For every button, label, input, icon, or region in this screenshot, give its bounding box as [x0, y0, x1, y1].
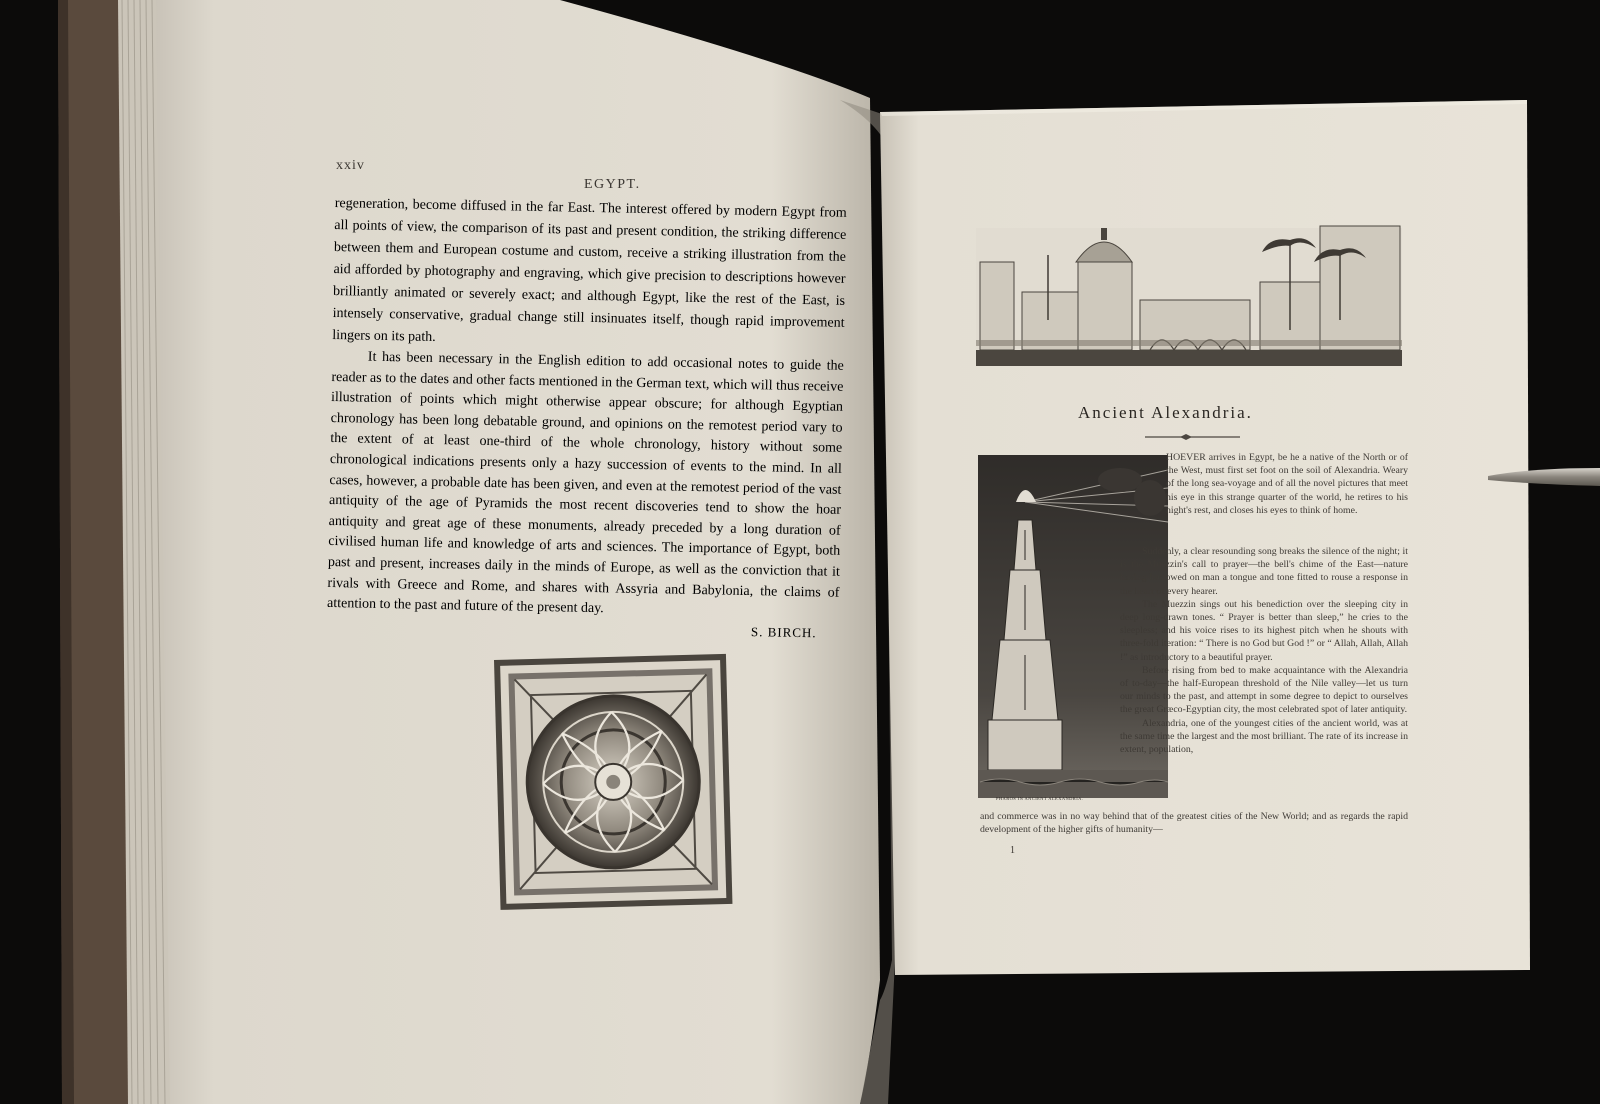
paragraph: regeneration, become diffused in the far East. The interest offered by modern Egypt from all points of view, the comparison of its past and present condition, the striking difference between them and European costume and custom, receive a striking illustration from the aid afforded by photography and engraving, which give precision to descriptions however brilliantly animated or severely exact; and although Egypt, like the rest of the East, is intensely conservative, gradual change still insinuates itself, though rapid improvement lingers on its path.	[332, 195, 847, 345]
paragraph: Before rising from bed to make acquaintance with the Alexandria of to-day—the half-European threshold of the Nile valley—let us turn our minds to the past, and attempt in some degree to depict to ourselves the great Græco-Egyptian city, the most celebrated spot of later antiquity.	[1120, 664, 1408, 716]
paragraph: Suddenly, a clear resounding song breaks the silence of the night; it is the Muezzin's call to prayer—the bell's chime of the East—nature having bestowed on man a tongue and tone fitted to rouse a response in the heart of every hearer.	[1120, 546, 1408, 597]
page-number: xxiv	[336, 158, 365, 173]
page-number: 1	[1010, 845, 1015, 856]
left-page-body	[327, 193, 847, 641]
illustration-caption: PHAROS IN ANCIENT ALEXANDRIA.	[996, 796, 1084, 801]
chapter-title: Ancient Alexandria.	[1078, 403, 1253, 422]
alexandria-engraving	[976, 226, 1402, 366]
continued-text: and commerce was in no way behind that of the greatest cities of the New World; and as regards the rapid development of the higher gifts of humanity—	[980, 811, 1408, 836]
ornament-tile	[494, 654, 732, 910]
signature: S. BIRCH.	[750, 623, 817, 641]
paragraph: It has been necessary in the English edition to add occasional notes to guide the reader as to the dates and other facts mentioned in the German text, which will thus receive illustration of points which might otherwise appear obscure; for although Egyptian chronology has been long debatable ground, and opinions on the remotest period vary to the extent of at least one-third of the whole chronology, history without some chronological indications presents only a hazy succession of events to the mind. In all cases, however, a probable date has been given, and even at the remotest period of the vast antiquity of the age of Pyramids the most recent discoveries tend to show the hoar antiquity and great age of these monuments, already preceded by a long duration of civilised human life and knowledge of arts and sciences. The importance of Egypt, both past and present, increases daily in the minds of Europe, as well as the conviction that it rivals with Greece and Rome, and shares with Assyria and Babylonia, the claims of attention to the past and future of the present day.	[326, 349, 844, 617]
paragraph: Alexandria, one of the youngest cities of the ancient world, was at the same time the largest and the most brilliant. The rate of its increase in extent, population,	[1120, 717, 1408, 756]
drop-cap-paragraph: HOEVER arrives in Egypt, be he a native of the North or of the West, must first set foot on the soil of Alexandria. Weary of the long sea-voyage and of all the novel pictures that meet his eye in this strange quarter of the world, he retires to his night's rest, and closes his eyes to think of home.	[1166, 452, 1408, 516]
running-head: EGYPT.	[584, 177, 641, 192]
paragraph: The Muezzin sings out his benediction over the sleeping city in deep long-drawn tones. “ Prayer is better than sleep,” he cries to the sleepless; and his voice rises to its highest pitch when he shouts with three-fold iteration: “ There is no God but God !” or “ Allah, Allah, Allah !” as introductory to a beautiful prayer.	[1120, 598, 1408, 663]
right-page-column	[1120, 545, 1408, 756]
